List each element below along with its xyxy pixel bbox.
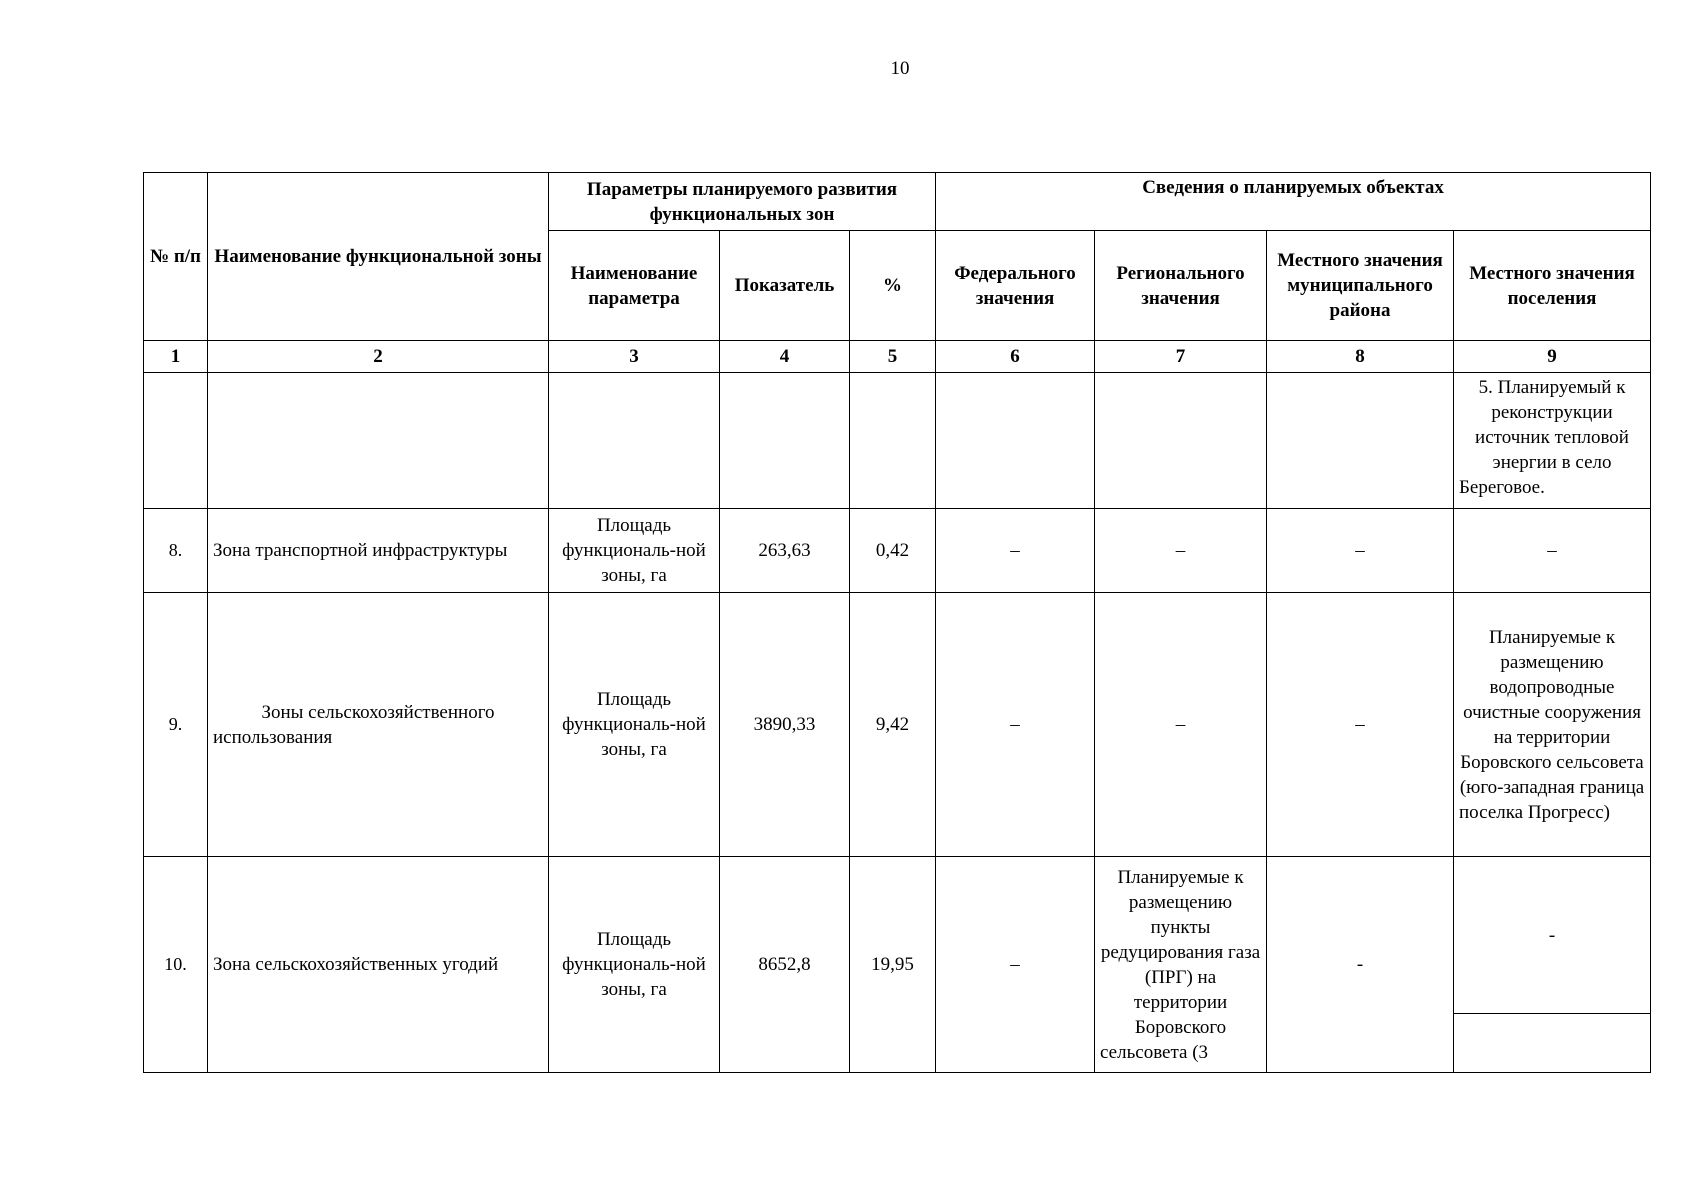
header-num: № п/п <box>144 173 208 341</box>
row-zone <box>208 373 549 509</box>
row-federal <box>936 373 1095 509</box>
column-number: 4 <box>720 341 850 373</box>
row-value <box>720 373 850 509</box>
row-regional <box>1095 857 1267 1073</box>
row-settlement-empty <box>1454 1014 1650 1062</box>
header-settlement: Местного значения поселения <box>1454 231 1651 341</box>
row-zone: Зона сельскохозяйственных угодий <box>208 857 549 1073</box>
row-settlement-text: - <box>1454 857 1650 1014</box>
row-regional-text: Планируемые к размещению пункты редуцирования газа (ПРГ) на территории Боровского сельсовета (3 <box>1100 867 1261 1063</box>
page-number: 10 <box>890 58 910 79</box>
header-municipal: Местного значения муниципального района <box>1267 231 1454 341</box>
header-percent: % <box>850 231 936 341</box>
row-value: 8652,8 <box>720 857 850 1073</box>
row-percent: 0,42 <box>850 509 936 593</box>
row-regional <box>1095 373 1267 509</box>
table-row <box>144 593 1651 857</box>
row-settlement: 5. Планируемый к реконструкции источник тепловой энергии в село Береговое. <box>1454 373 1651 509</box>
header-param-name: Наименование параметра <box>549 231 720 341</box>
column-number: 6 <box>936 341 1095 373</box>
row-value: 3890,33 <box>720 593 850 857</box>
column-number: 8 <box>1267 341 1454 373</box>
row-num: 10. <box>144 857 208 1073</box>
row-regional: – <box>1095 593 1267 857</box>
row-federal: – <box>936 857 1095 1073</box>
row-param: Площадь функциональ-ной зоны, га <box>549 509 720 593</box>
column-number: 5 <box>850 341 936 373</box>
header-indicator: Показатель <box>720 231 850 341</box>
row-param <box>549 373 720 509</box>
row-municipal <box>1267 373 1454 509</box>
column-number: 9 <box>1454 341 1651 373</box>
row-num <box>144 373 208 509</box>
row-municipal: – <box>1267 509 1454 593</box>
column-number: 2 <box>208 341 549 373</box>
row-federal: – <box>936 593 1095 857</box>
table-row <box>144 857 1651 1073</box>
header-zone-name: Наименование функциональной зоны <box>208 173 549 341</box>
row-municipal: – <box>1267 593 1454 857</box>
column-number: 3 <box>549 341 720 373</box>
header-objects-group: Сведения о планируемых объектах <box>936 173 1651 231</box>
row-param: Площадь функциональ-ной зоны, га <box>549 857 720 1073</box>
row-num: 9. <box>144 593 208 857</box>
row-zone: Зоны сельскохозяйственного использования <box>208 593 549 857</box>
planning-table <box>143 172 1651 1073</box>
row-num: 8. <box>144 509 208 593</box>
column-number: 1 <box>144 341 208 373</box>
header-params-group: Параметры планируемого развития функциональных зон <box>549 173 936 231</box>
table-row <box>144 509 1651 593</box>
row-percent: 19,95 <box>850 857 936 1073</box>
row-settlement: – <box>1454 509 1651 593</box>
header-regional: Регионального значения <box>1095 231 1267 341</box>
column-number: 7 <box>1095 341 1267 373</box>
row-settlement <box>1454 857 1651 1073</box>
row-settlement: Планируемые к размещению водопроводные очистные сооружения на территории Боровского сельсовета (юго-западная граница поселка Прогресс) <box>1454 593 1651 857</box>
row-percent <box>850 373 936 509</box>
row-municipal: - <box>1267 857 1454 1073</box>
row-param: Площадь функциональ-ной зоны, га <box>549 593 720 857</box>
row-value: 263,63 <box>720 509 850 593</box>
row-zone: Зона транспортной инфраструктуры <box>208 509 549 593</box>
table-row <box>144 373 1651 509</box>
row-percent: 9,42 <box>850 593 936 857</box>
row-federal: – <box>936 509 1095 593</box>
row-regional: – <box>1095 509 1267 593</box>
header-federal: Федерального значения <box>936 231 1095 341</box>
